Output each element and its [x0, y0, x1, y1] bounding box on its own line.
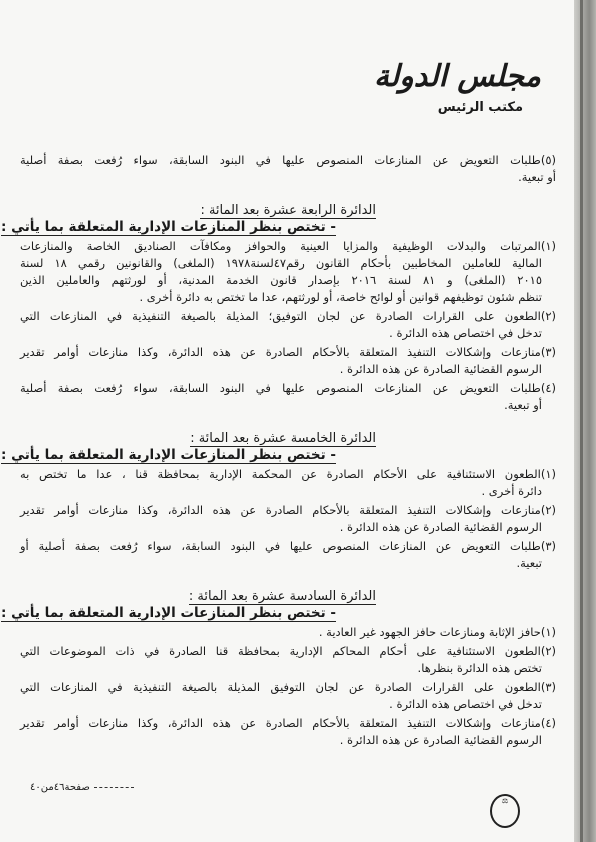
clause-line: (٢)منازعات وإشكالات التنفيذ المتعلقة بالأحكام الصادرة عن هذه الدائرة، وكذا منازعات أوامر تقدير: [20, 503, 556, 517]
clause-line: ٢٠١٥ (الملغى) و ٨١ لسنة ٢٠١٦ بإصدار قانون الخدمة المدنية، أو لورثتهم والعاملين الذين: [20, 273, 543, 287]
footer-rule: [94, 787, 134, 788]
clause-line: دائرة أخرى .: [481, 484, 542, 498]
competence-heading: [0, 605, 556, 622]
circuit-title-text: الدائرة السادسة عشرة بعد المائة :: [188, 589, 376, 604]
competence-heading-text: - تختص بنظر المنازعات الإدارية المتعلقة بما يأتي :: [0, 219, 336, 235]
clause-line: (٢)الطعون على القرارات الصادرة عن لجان التوفيق؛ المذيلة بالصيغة التنفيذية في المنازعات التي: [20, 309, 556, 323]
document-body: [0, 150, 556, 749]
circuit-title: [20, 588, 556, 605]
clause-line: الرسوم القضائية الصادرة عن هذه الدائرة .: [339, 520, 542, 534]
intro-line: أو تبعية.: [518, 170, 556, 184]
clause-item: [20, 538, 556, 572]
circuit-title-text: الدائرة الرابعة عشرة بعد المائة :: [200, 203, 376, 218]
clause-item: [20, 502, 556, 536]
clause-line: (٣)منازعات وإشكالات التنفيذ المتعلقة بالأحكام الصادرة عن هذه الدائرة، وكذا منازعات أوامر تقدير: [20, 345, 556, 359]
clause-item: [20, 308, 556, 342]
clause-line: الرسوم القضائية الصادرة عن هذه الدائرة .: [339, 733, 542, 747]
competence-heading-text: - تختص بنظر المنازعات الإدارية المتعلقة بما يأتي :: [0, 447, 336, 463]
page-number: [30, 782, 134, 793]
office-title: مكتب الرئيس: [437, 100, 523, 115]
council-title: مجلس الدولة: [374, 59, 541, 94]
clause-item: [20, 643, 556, 677]
circuit-title: [20, 202, 556, 219]
competence-heading: [0, 219, 556, 236]
circuit-section: [0, 430, 556, 572]
clause-line: المالية للعاملين المخاطبين بأحكام القانون رقم٤٧لسنة١٩٧٨ (الملغى) والقانونين رقمي ١٨ لسنة: [20, 256, 543, 270]
clause-line: (١)حافز الإثابة ومنازعات حافز الجهود غير العادية .: [318, 625, 556, 639]
clause-line: (٤)طلبات التعويض عن المنازعات المنصوص عليها في البنود السابقة، سواء رُفعت بصفة أصلية: [20, 381, 556, 395]
circuit-section: [0, 588, 556, 749]
clause-line: (٤)منازعات وإشكالات التنفيذ المتعلقة بالأحكام الصادرة عن هذه الدائرة، وكذا منازعات أوامر تقدير: [20, 716, 556, 730]
letterhead: [374, 60, 541, 115]
clause-line: (٣)طلبات التعويض عن المنازعات المنصوص عليها في البنود السابقة، سواء رُفعت بصفة أصلية أو: [20, 539, 556, 553]
clause-line: أو تبعية.: [504, 398, 542, 412]
circuit-title-text: الدائرة الخامسة عشرة بعد المائة :: [190, 431, 376, 446]
circuit-section: [0, 202, 556, 414]
clause-item: [20, 344, 556, 378]
intro-line: (٥)طلبات التعويض عن المنازعات المنصوص عليها في البنود السابقة، سواء رُفعت بصفة أصلية: [20, 153, 556, 167]
clause-line: (١)المرتبات والبدلات الوظيفية والمزايا العينية والحوافز ومكافآت الصناديق الخاصة والمنازعات: [20, 239, 556, 253]
clause-item: [20, 466, 556, 500]
clause-item: [20, 715, 556, 749]
clause-line: تدخل في اختصاص هذه الدائرة .: [389, 697, 542, 711]
clause-line: تبعية.: [516, 556, 542, 570]
clause-item: [20, 679, 556, 713]
clause-line: تنظم شئون توظيفهم قوانين أو لوائح خاصة، أو لورثتهم، عدا ما تختص به دائرة أخرى .: [139, 290, 542, 304]
circuit-title: [20, 430, 556, 447]
binding-edge: [574, 0, 596, 842]
clause-line: تختص هذه الدائرة بنظرها.: [417, 661, 542, 675]
state-council-seal: ⚖: [490, 794, 520, 828]
clause-line: الرسوم القضائية الصادرة عن هذه الدائرة .: [339, 362, 542, 376]
clause-item: [20, 380, 556, 414]
clause-item: [20, 238, 556, 306]
competence-heading: [0, 447, 556, 464]
clause-item: [20, 624, 556, 641]
clause-line: تدخل في اختصاص هذه الدائرة .: [389, 326, 542, 340]
clause-line: (١)الطعون الاستئنافية على الأحكام الصادرة عن المحكمة الإدارية بمحافظة قنا ، عدا ما تختص به: [20, 467, 556, 481]
competence-heading-text: - تختص بنظر المنازعات الإدارية المتعلقة بما يأتي :: [0, 605, 336, 621]
clause-line: (٣)الطعون على القرارات الصادرة عن لجان التوفيق المذيلة بالصيغة التنفيذية في المنازعات التي: [20, 680, 556, 694]
clause-line: (٢)الطعون الاستئنافية على أحكام المحاكم الإدارية بمحافظة قنا الصادرة في ذات الموضوعات التي: [20, 644, 556, 658]
page-number-label: صفحة٤٦من٤٠: [30, 782, 90, 793]
intro-item: [20, 152, 556, 186]
